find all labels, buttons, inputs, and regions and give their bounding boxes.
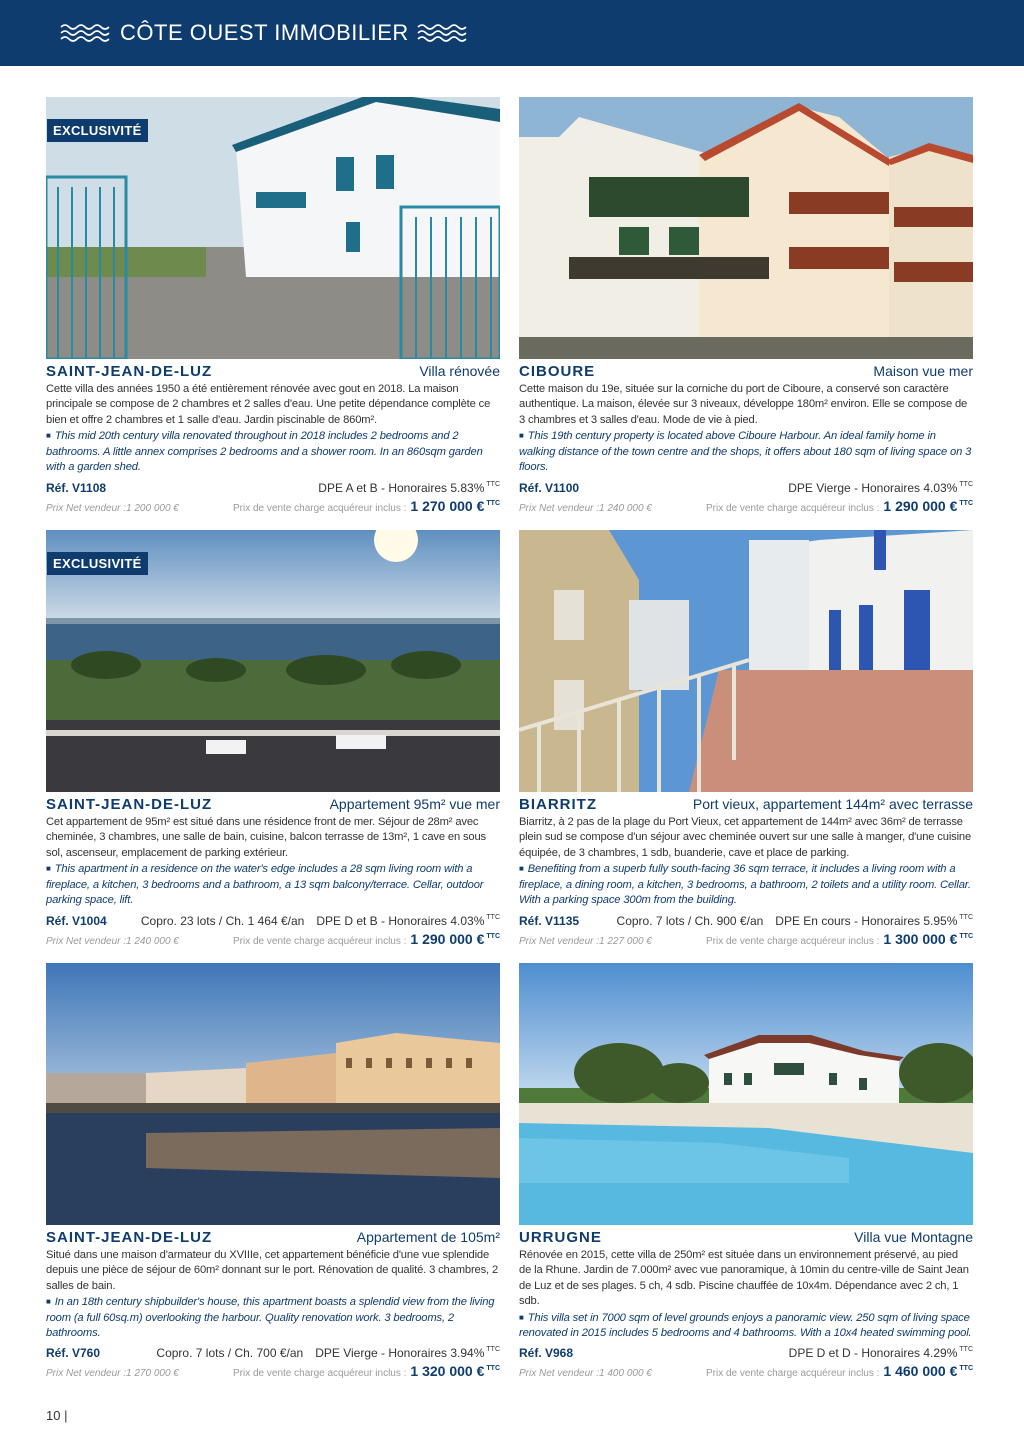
waves-left-icon <box>60 22 112 44</box>
dpe-fees <box>775 914 973 928</box>
price-line <box>519 498 973 514</box>
listing-photo <box>519 97 973 359</box>
listing-price <box>883 1363 973 1379</box>
page-header <box>0 0 1024 66</box>
price-line <box>519 931 973 947</box>
price-value: 1 460 000 € <box>883 1363 958 1379</box>
listing-header <box>46 796 500 814</box>
ttc-label: TTC <box>959 933 973 940</box>
price-line <box>46 931 500 947</box>
price-line <box>519 1363 973 1379</box>
price-line <box>46 498 500 514</box>
listing-price <box>410 498 500 514</box>
net-seller-price: Prix Net vendeur :1 227 000 € <box>519 936 652 947</box>
dpe-text: DPE Vierge - Honoraires 3.94% <box>315 1346 485 1360</box>
description-en-block <box>519 428 973 475</box>
listing-photo <box>46 963 500 1225</box>
dpe-text: DPE D et D - Honoraires 4.29% <box>788 1346 958 1360</box>
ttc-label: TTC <box>959 481 973 488</box>
net-seller-price: Prix Net vendeur :1 400 000 € <box>519 1368 652 1379</box>
square-bullet-icon: ■ <box>519 431 524 441</box>
ttc-label: TTC <box>959 914 973 921</box>
listing-card[interactable] <box>46 530 500 950</box>
waves-right-icon <box>417 22 469 44</box>
description-fr: Cette villa des années 1950 a été entièrement rénovée avec gout en 2018. La maison principale se compose de 2 chambres et 2 salles d'eau. Une petite dépendance complète ce bien et offre 2 chambres et 1 salle d'eau. Jardin piscinable de 860m². <box>46 383 491 426</box>
listing-reference: Réf. V968 <box>519 1346 574 1360</box>
listing-reference: Réf. V1108 <box>46 481 107 495</box>
price-charge-label: Prix de vente charge acquéreur inclus : <box>232 1368 407 1379</box>
description-en: Benefiting from a superb fully south-facing 36 sqm terrace, it includes a living room with a fireplace, a dining room, a kitchen, 3 bedrooms, a bathroom, 2 toilets and a utility room. Cellar. With a parking space 300m from the building. <box>519 863 971 907</box>
net-seller-price: Prix Net vendeur :1 240 000 € <box>46 936 179 947</box>
ttc-label: TTC <box>486 914 500 921</box>
ttc-label: TTC <box>959 1346 973 1353</box>
listing-header <box>46 363 500 381</box>
dpe-fees <box>318 481 500 495</box>
ttc-label: TTC <box>959 1365 973 1372</box>
description-en: This villa set in 7000 sqm of level grounds enjoys a panoramic view. 250 sqm of living space renovated in 2015 includes 5 bedrooms and 4 bathrooms. With a 10x4 heated swimming pool. <box>519 1311 972 1340</box>
listing-type: Appartement 95m² vue mer <box>329 796 500 812</box>
listing-city: BIARRITZ <box>519 796 597 813</box>
price-charge-label: Prix de vente charge acquéreur inclus : <box>705 936 880 947</box>
net-seller-price: Prix Net vendeur :1 270 000 € <box>46 1368 179 1379</box>
price-value: 1 320 000 € <box>410 1363 485 1379</box>
dpe-text: DPE D et B - Honoraires 4.03% <box>316 914 485 928</box>
description-en: This mid 20th century villa renovated throughout in 2018 includes 2 bedrooms and 2 bathrooms. A little annex comprises 2 bedrooms and a shower room. In an 860sqm garden with a garden shed. <box>46 430 483 474</box>
square-bullet-icon: ■ <box>46 431 51 441</box>
listing-reference: Réf. V1100 <box>519 481 580 495</box>
listing-header <box>46 1229 500 1247</box>
copro-charges: Copro. 7 lots / Ch. 900 €/an <box>616 914 764 928</box>
listing-city: CIBOURE <box>519 363 596 380</box>
price-charge-label: Prix de vente charge acquéreur inclus : <box>705 503 880 514</box>
description-en-block <box>519 861 973 908</box>
listing-card[interactable] <box>46 97 500 517</box>
description-fr: Situé dans une maison d'armateur du XVIIIe, cet appartement bénéficie d'une vue splendide depuis une pièce de séjour de 60m² donnant sur le port. Rénovation de qualité. 3 chambres, 2 salles de bain. <box>46 1249 499 1292</box>
listing-card[interactable] <box>46 963 500 1383</box>
listing-header <box>519 796 973 814</box>
reference-line <box>519 1346 973 1362</box>
listing-reference: Réf. V1135 <box>519 914 580 928</box>
description-fr: Biarritz, à 2 pas de la plage du Port Vieux, cet appartement de 144m² avec 36m² de terrasse plein sud se compose d'un séjour avec cheminée ouvert sur une salle à manger, d'une cuisine équipée, de 3 chambres, 1 sdb, buanderie, cave et place de parking. <box>519 816 972 859</box>
listing-card[interactable] <box>519 97 973 517</box>
listing-description <box>519 1248 973 1341</box>
dpe-fees <box>788 481 973 495</box>
listing-type: Appartement de 105m² <box>356 1229 500 1245</box>
listing-reference: Réf. V760 <box>46 1346 101 1360</box>
price-value: 1 270 000 € <box>410 498 485 514</box>
listing-type: Maison vue mer <box>873 363 973 379</box>
reference-line <box>519 481 973 497</box>
listing-city: SAINT-JEAN-DE-LUZ <box>46 1229 213 1246</box>
listing-photo <box>46 97 500 359</box>
price-value: 1 290 000 € <box>410 931 485 947</box>
square-bullet-icon: ■ <box>46 1297 51 1307</box>
net-seller-price: Prix Net vendeur :1 200 000 € <box>46 503 179 514</box>
brand <box>60 16 469 50</box>
ttc-label: TTC <box>486 481 500 488</box>
description-en-block <box>46 1294 500 1341</box>
ttc-label: TTC <box>959 500 973 507</box>
listing-price <box>883 498 973 514</box>
price-line <box>46 1363 500 1379</box>
listing-type: Villa vue Montagne <box>854 1229 973 1245</box>
listing-type: Port vieux, appartement 144m² avec terrasse <box>692 796 973 812</box>
listing-description <box>46 382 500 475</box>
description-en-block <box>519 1310 973 1342</box>
listing-card[interactable] <box>519 530 973 950</box>
brand-title: CÔTE OUEST IMMOBILIER <box>120 20 409 45</box>
description-en-block <box>46 428 500 475</box>
description-en: In an 18th century shipbuilder's house, this apartment boasts a splendid view from the living room (a full 60sq.m) overlooking the harbour. Quality renovation work. 3 bedrooms, 2 bathrooms. <box>46 1296 495 1340</box>
description-fr: Rénovée en 2015, cette villa de 250m² est située dans un environnement préservé, au pied de la Rhune. Jardin de 7.000m² avec vue panoramique, à 10min du centre-ville de Saint Jean de Luz et de ses plages. 5 ch, 4 sdb. Piscine chauffée de 10x4m. Dépendance avec 2 ch, 1 sdb. <box>519 1249 969 1308</box>
price-charge-label: Prix de vente charge acquéreur inclus : <box>232 503 407 514</box>
listing-description <box>519 382 973 475</box>
dpe-fees <box>315 1346 500 1360</box>
price-charge-label: Prix de vente charge acquéreur inclus : <box>705 1368 880 1379</box>
exclusive-badge: EXCLUSIVITÉ <box>47 119 148 142</box>
description-fr: Cet appartement de 95m² est situé dans une résidence front de mer. Séjour de 28m² avec cheminée, 3 chambres, une salle de bain, cuisine, balcon terrasse de 13m², 1 cave en sous sol, ascenseur, emplacement de parking extérieur. <box>46 816 487 859</box>
price-value: 1 300 000 € <box>883 931 958 947</box>
square-bullet-icon: ■ <box>46 864 51 874</box>
listing-description <box>519 815 973 908</box>
reference-line <box>519 914 973 930</box>
listing-photo <box>46 530 500 792</box>
copro-charges: Copro. 23 lots / Ch. 1 464 €/an <box>140 914 305 928</box>
exclusive-badge: EXCLUSIVITÉ <box>47 552 148 575</box>
description-fr: Cette maison du 19e, située sur la corniche du port de Ciboure, a conservé son caractère authentique. La maison, élevée sur 3 niveaux, développe 180m² environ. Elle se compose de 3 chambres et 3 salles d'eau. Mode de vie à pied. <box>519 383 968 426</box>
ttc-label: TTC <box>486 1365 500 1372</box>
dpe-fees <box>789 1346 973 1360</box>
reference-line <box>46 1346 500 1362</box>
listing-card[interactable] <box>519 963 973 1383</box>
listing-header <box>519 363 973 381</box>
listing-description <box>46 1248 500 1341</box>
price-value: 1 290 000 € <box>883 498 958 514</box>
description-en: This apartment in a residence on the water's edge includes a 28 sqm living room with a fireplace, a kitchen, 3 bedrooms and a bathroom, a 13 sqm balcony/terrace. Cellar, outdoor parking space, lift. <box>46 863 484 907</box>
listing-price <box>410 1363 500 1379</box>
square-bullet-icon: ■ <box>519 1312 524 1322</box>
listing-city: SAINT-JEAN-DE-LUZ <box>46 363 213 380</box>
listing-description <box>46 815 500 908</box>
net-seller-price: Prix Net vendeur :1 240 000 € <box>519 503 652 514</box>
dpe-text: DPE A et B - Honoraires 5.83% <box>318 481 485 495</box>
description-en: This 19th century property is located above Ciboure Harbour. An ideal family home in walking distance of the town centre and the shops, it offers about 180 sqm of living space on 3 floors. <box>519 430 972 474</box>
listing-photo <box>519 963 973 1225</box>
dpe-fees <box>316 914 500 928</box>
square-bullet-icon: ■ <box>519 864 524 874</box>
dpe-text: DPE En cours - Honoraires 5.95% <box>775 914 958 928</box>
listing-city: URRUGNE <box>519 1229 602 1246</box>
listing-photo <box>519 530 973 792</box>
ttc-label: TTC <box>486 500 500 507</box>
listing-reference: Réf. V1004 <box>46 914 107 928</box>
reference-line <box>46 914 500 930</box>
listing-price <box>410 931 500 947</box>
description-en-block <box>46 861 500 908</box>
ttc-label: TTC <box>486 933 500 940</box>
listing-header <box>519 1229 973 1247</box>
listing-city: SAINT-JEAN-DE-LUZ <box>46 796 213 813</box>
listing-type: Villa rénovée <box>419 363 500 379</box>
price-charge-label: Prix de vente charge acquéreur inclus : <box>232 936 407 947</box>
reference-line <box>46 481 500 497</box>
page-number: 10 | <box>46 1408 68 1423</box>
dpe-text: DPE Vierge - Honoraires 4.03% <box>788 481 958 495</box>
copro-charges: Copro. 7 lots / Ch. 700 €/an <box>156 1346 304 1360</box>
listing-price <box>883 931 973 947</box>
ttc-label: TTC <box>486 1346 500 1353</box>
